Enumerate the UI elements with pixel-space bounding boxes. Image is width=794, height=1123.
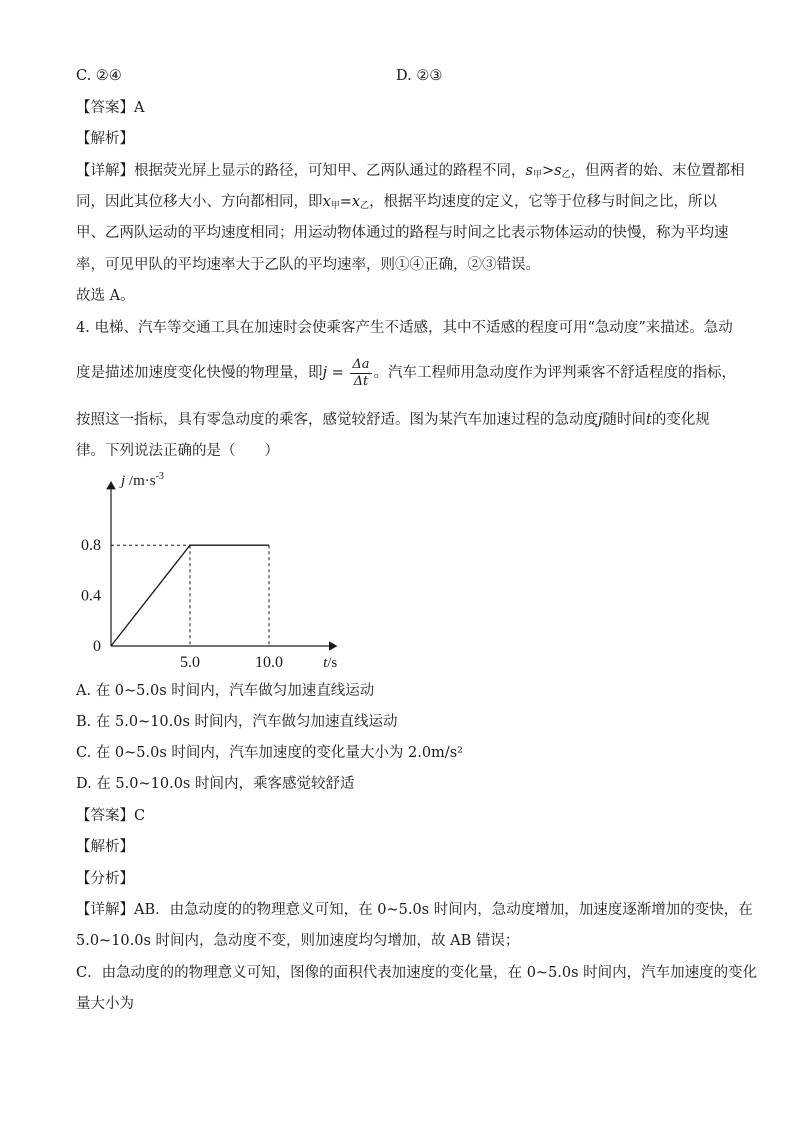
detail-q4-line1: 【详解】AB．由急动度的的物理意义可知，在 0~5.0s 时间内，急动度增加，加速度逐渐增加的变快，在	[76, 902, 753, 918]
analysis-label-q4: 【解析】	[76, 839, 134, 855]
x-axis-label: t/s	[323, 655, 338, 671]
detail-q4-line3: C．由急动度的的物理意义可知，图像的面积代表加速度的变化量，在 0~5.0s 时间内，汽车加速度的变化	[76, 965, 758, 981]
detail-q3-line2: 同，因此其位移大小、方向都相同，即$x_甲=x_乙$，根据平均速度的定义，它等于位移与时间之比，所以	[76, 194, 718, 211]
y-axis-label: j $/m\cdot s^{-3}$	[121, 471, 164, 489]
detail-q3-line3: 甲、乙两队运动的平均速度相同；用运动物体通过的路程与时间之比表示物体运动的快慢，称为平均速	[76, 225, 729, 241]
jerk-formula-fraction: $\frac{\Delta a}{\Delta t}$	[352, 356, 370, 389]
jerk-time-chart	[70, 466, 360, 672]
y-tick-label: 0.4	[81, 587, 101, 605]
y-tick-label: 0.8	[81, 537, 101, 555]
x-tick-label: 5.0	[180, 654, 200, 671]
option-c: C. 在 0~5.0s 时间内，汽车加速度的变化量大小为 2.0m/s²	[76, 745, 463, 761]
detail-q4-line2: 5.0~10.0s 时间内，急动度不变，则加速度均匀增加，故 AB 错误；	[76, 933, 520, 949]
option-a: A. 在 0~5.0s 时间内，汽车做匀加速直线运动	[76, 683, 375, 699]
q4-stem-line3: 按照这一指标，具有零急动度的乘客，感觉较舒适。图为某汽车加速过程的急动度j随时间t的变化规	[76, 412, 710, 428]
answer-label-q3: 【答案】A	[76, 100, 145, 116]
answer-label-q4: 【答案】C	[76, 808, 146, 824]
origin-label: 0	[93, 638, 101, 655]
x-tick-label: 10.0	[255, 654, 283, 671]
q4-stem-line2: 度是描述加速度变化快慢的物理量，即j = $\frac{\Delta a}{\Delta t}$ 。汽车工程师用急动度作为评判乘客不舒适程度的指标，	[76, 356, 737, 389]
option-d: D. 在 5.0~10.0s 时间内，乘客感觉较舒适	[76, 776, 355, 792]
detail-q3-line4: 率，可见甲队的平均速率大于乙队的平均速率，则①④正确，②③错误。	[76, 257, 540, 273]
option-b: B. 在 5.0~10.0s 时间内，汽车做匀加速直线运动	[76, 714, 398, 730]
conclusion-q3: 故选 A。	[76, 288, 135, 304]
q4-stem-line4: 律。下列说法正确的是（ ）	[76, 443, 279, 459]
option-d-prev: D. ②③	[396, 68, 443, 84]
detail-q3-line1: 【详解】根据荧光屏上显示的路径，可知甲、乙两队通过的路程不同，$s_甲>s_乙$，但两者的始、末位置都相	[76, 163, 745, 180]
q4-stem-line1: 4. 电梯、汽车等交通工具在加速时会使乘客产生不适感，其中不适感的程度可用“急动度”来描述。急动	[76, 320, 733, 336]
option-c-prev: C. ②④	[76, 68, 122, 84]
analysis-label-q3: 【解析】	[76, 131, 134, 147]
detail-q4-line4: 量大小为	[76, 996, 134, 1012]
analyze-label-q4: 【分析】	[76, 871, 134, 887]
